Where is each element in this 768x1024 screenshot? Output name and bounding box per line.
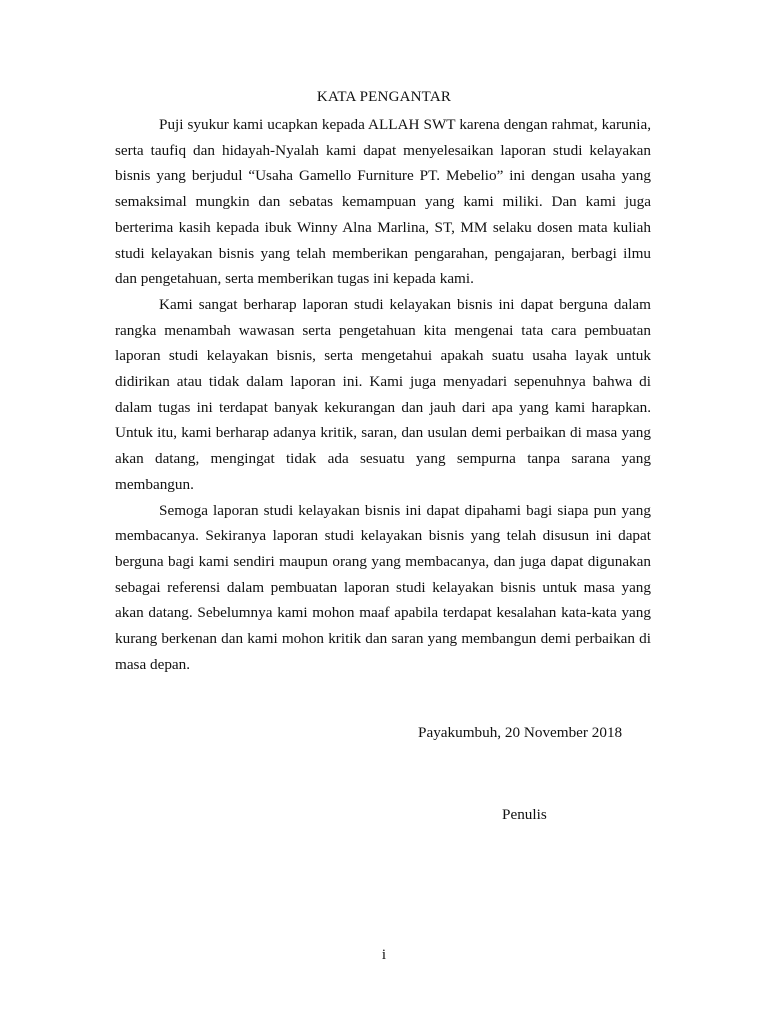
preface-body: [115, 112, 651, 677]
page-title: KATA PENGANTAR: [316, 89, 452, 105]
page-number: i: [381, 947, 387, 963]
place-and-date: Payakumbuh, 20 November 2018: [418, 724, 623, 741]
paragraph-2: Kami sangat berharap laporan studi kelayakan bisnis ini dapat berguna dalam rangka menambah wawasan serta pengetahuan kita mengenai tata cara pembuatan laporan studi kelayakan bisnis, serta mengetahui apakah suatu usaha layak untuk didirikan atau tidak dalam laporan ini. Kami juga menyadari sepenuhnya bahwa di dalam tugas ini terdapat banyak kekurangan dan jauh dari apa yang kami harapkan. Untuk itu, kami berharap adanya kritik, saran, dan usulan demi perbaikan di masa yang akan datang, mengingat tidak ada sesuatu yang sempurna tanpa sarana yang membangun.: [115, 295, 651, 493]
paragraph-1: Puji syukur kami ucapkan kepada ALLAH SWT karena dengan rahmat, karunia, serta taufiq dan hidayah-Nyalah kami dapat menyelesaikan laporan studi kelayakan bisnis yang berjudul “Usaha Gamello Furniture PT. Mebelio” ini dengan usaha yang semaksimal mungkin dan sebatas kemampuan yang kami miliki. Dan kami juga berterima kasih kepada ibuk Winny Alna Marlina, ST, MM selaku dosen mata kuliah studi kelayakan bisnis yang telah memberikan pengarahan, pengajaran, berbagi ilmu dan pengetahuan, serta memberikan tugas ini kepada kami.: [115, 116, 651, 288]
paragraph-3: Semoga laporan studi kelayakan bisnis ini dapat dipahami bagi siapa pun yang membacanya. Sekiranya laporan studi kelayakan bisnis yang telah disusun ini dapat berguna bagi kami sendiri maupun orang yang membacanya, dan juga dapat digunakan sebagai referensi dalam pembuatan laporan studi kelayakan bisnis untuk masa yang akan datang. Sebelumnya kami mohon maaf apabila terdapat kesalahan kata-kata yang kurang berkenan dan kami mohon kritik dan saran yang membangun demi perbaikan di masa depan.: [115, 501, 651, 673]
author-signature-label: Penulis: [502, 806, 547, 823]
